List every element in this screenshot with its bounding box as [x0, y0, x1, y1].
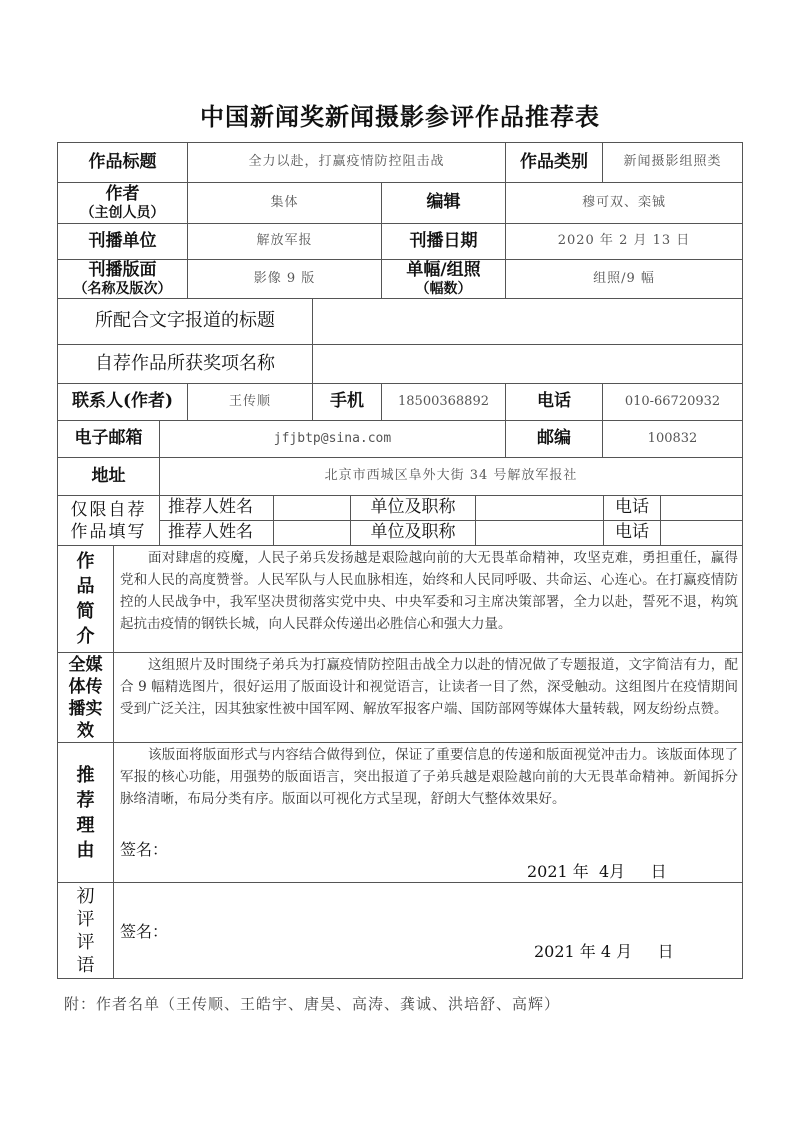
- review-cell: [113, 882, 743, 979]
- address-label: 地址: [57, 457, 160, 496]
- count-label: 单幅/组照: [406, 260, 481, 281]
- recommender-phone-label-1: 电话: [603, 495, 661, 521]
- review-sign-label: 签名：: [120, 922, 169, 941]
- email-label: 电子邮箱: [57, 420, 160, 458]
- related-report-label: 所配合文字报道的标题: [57, 298, 313, 345]
- contact-label: 联系人(作者): [57, 383, 188, 421]
- review-label: 初评评语: [57, 882, 114, 979]
- recommender-name-value-2[interactable]: [273, 520, 351, 546]
- reason-text: 该版面将版面形式与内容结合做得到位，保证了重要信息的传递和版面视觉冲击力。该版面体现了军报的核心功能，用强势的版面语言，突出报道了子弟兵越是艰险越向前的大无畏革命精神。新闻拆分脉络清晰，布局分类有序。版面以可视化方式呈现，舒朗大气整体效果好。: [120, 747, 738, 807]
- award-label: 自荐作品所获奖项名称: [57, 344, 313, 384]
- phone-value[interactable]: 010-66720932: [602, 383, 743, 421]
- page-label-cell: [57, 259, 188, 299]
- page-title: 中国新闻奖新闻摄影参评作品推荐表: [200, 102, 600, 131]
- page-value[interactable]: 影像 9 版: [187, 259, 382, 299]
- media-effect-label: 全媒体传播实效: [57, 652, 114, 743]
- address-value[interactable]: 北京市西城区阜外大街 34 号解放军报社: [159, 457, 743, 496]
- work-category-label: 作品类别: [505, 142, 603, 183]
- work-title-value[interactable]: 全力以赴，打赢疫情防控阻击战: [187, 142, 506, 183]
- related-report-value[interactable]: [312, 298, 743, 345]
- page-label: 刊播版面: [88, 260, 157, 281]
- author-label: 作者: [105, 184, 140, 205]
- contact-value[interactable]: 王传顺: [187, 383, 313, 421]
- count-value[interactable]: 组照/9 幅: [505, 259, 743, 299]
- email-value[interactable]: jfjbtp@sina.com: [159, 420, 506, 458]
- mobile-label: 手机: [312, 383, 382, 421]
- publish-date-label: 刊播日期: [381, 223, 506, 260]
- author-list-footnote: 附：作者名单（王传顺、王皓宇、唐昊、高涛、龚诚、洪培舒、高辉）: [64, 995, 561, 1013]
- intro-label: 作品简介: [57, 545, 114, 653]
- intro-text: 面对肆虐的疫魔，人民子弟兵发扬越是艰险越向前的大无畏革命精神，攻坚克难，勇担重任，赢得党和人民的高度赞誉。人民军队与人民血脉相连，始终和人民同呼吸、共命运、心连心。在打赢疫情防控的人民战争中，我军坚决贯彻落实党中央、中央军委和习主席决策部署，全力以赴，誓死不退，构筑起抗击疫情的钢铁长城，向人民群众传递出必胜信心和强大力量。: [120, 550, 738, 632]
- page-label-sub: （名称及版次）: [73, 280, 172, 297]
- count-label-sub: （幅数）: [415, 280, 472, 297]
- publisher-value[interactable]: 解放军报: [187, 223, 382, 260]
- publish-date-value[interactable]: 2020 年 2 月 13 日: [505, 223, 743, 260]
- work-category-value[interactable]: 新闻摄影组照类: [602, 142, 743, 183]
- work-title-label: 作品标题: [57, 142, 188, 183]
- reason-date: 2021 年 4月 日: [527, 862, 667, 881]
- editor-label: 编辑: [381, 182, 506, 224]
- recommender-unit-value-2[interactable]: [475, 520, 604, 546]
- count-label-cell: [381, 259, 506, 299]
- reason-sign-label: 签名：: [120, 840, 169, 859]
- zip-label: 邮编: [505, 420, 603, 458]
- recommender-phone-label-2: 电话: [603, 520, 661, 546]
- phone-label: 电话: [505, 383, 603, 421]
- recommender-unit-label-1: 单位及职称: [350, 495, 476, 521]
- zip-value[interactable]: 100832: [602, 420, 743, 458]
- author-label-sub: （主创人员）: [80, 204, 165, 221]
- author-value[interactable]: 集体: [187, 182, 382, 224]
- editor-value[interactable]: 穆可双、栾铖: [505, 182, 743, 224]
- recommender-name-label-2: 推荐人姓名: [159, 520, 274, 546]
- recommender-name-label-1: 推荐人姓名: [159, 495, 274, 521]
- review-date: 2021 年 4 月 日: [534, 942, 674, 961]
- award-value[interactable]: [312, 344, 743, 384]
- recommender-unit-label-2: 单位及职称: [350, 520, 476, 546]
- publisher-label: 刊播单位: [57, 223, 188, 260]
- recommender-unit-value-1[interactable]: [475, 495, 604, 521]
- reason-label: 推荐理由: [57, 742, 114, 883]
- mobile-value[interactable]: 18500368892: [381, 383, 506, 421]
- author-label-cell: [57, 182, 188, 224]
- recommender-phone-value-2[interactable]: [660, 520, 743, 546]
- self-recommend-label: 仅限自荐作品填写: [57, 495, 160, 546]
- media-effect-text: 这组照片及时围绕子弟兵为打赢疫情防控阻击战全力以赴的情况做了专题报道，文字简洁有力，配合 9 幅精选图片，很好运用了版面设计和视觉语言，让读者一目了然，深受触动。这组图片在疫情期间受到广泛关注，因其独家性被中国军网、解放军报客户端、国防部网等媒体大量转载，网友纷纷点赞。: [120, 657, 738, 717]
- recommender-name-value-1[interactable]: [273, 495, 351, 521]
- recommender-phone-value-1[interactable]: [660, 495, 743, 521]
